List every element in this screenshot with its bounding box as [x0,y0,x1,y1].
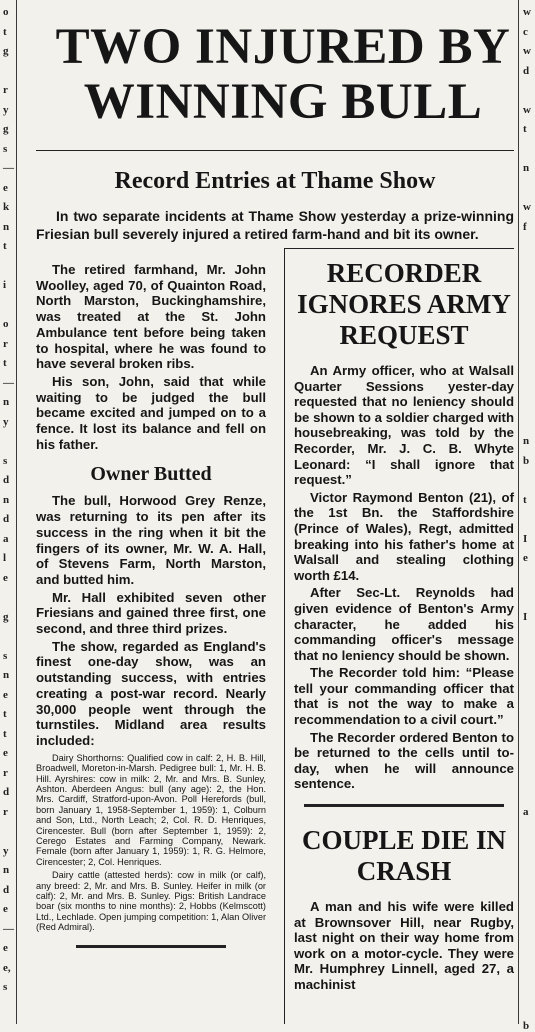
article-end-rule [76,945,226,948]
margin-fragment: g [3,610,9,623]
margin-fragment: t [3,708,7,720]
paragraph: The Recorder ordered Benton to be returned to the cells until to-day, when he will announce sentence. [294,729,514,792]
left-column-fragment [0,0,17,1024]
box-top-rule [284,248,514,249]
margin-fragment: s [3,649,8,662]
bull-article-paragraphs-1 [36,262,266,452]
margin-fragment: w [523,201,531,213]
margin-fragment: e [3,942,8,954]
margin-fragment: d [523,64,530,77]
margin-fragment: s [3,142,8,155]
margin-fragment: o [3,6,9,18]
margin-fragment: n [523,162,530,174]
paragraph: Victor Raymond Benton (21), of the 1st Bn. the Staffordshire (Prince of Wales), Regt, admitted breaking into his father's home at Walsall and stealing clothing worth £14. [294,489,514,583]
recorder-headline: RECORDER IGNORES ARMY REQUEST [297,258,511,350]
margin-fragment: r [3,84,8,96]
margin-fragment: n [523,435,530,447]
margin-fragment: f [523,220,527,233]
paragraph: Mr. Hall exhibited seven other Friesians and gained three first, one second, and three third prizes. [36,589,266,637]
bull-article-column [36,262,266,948]
margin-fragment: d [3,474,10,486]
margin-fragment: l [3,552,7,564]
margin-fragment: y [3,415,9,428]
margin-fragment: w [523,45,531,57]
right-column [294,258,514,995]
margin-fragment: b [523,454,530,467]
margin-fragment: n [3,220,10,233]
margin-fragment: n [3,396,10,408]
margin-fragment: y [3,103,9,116]
margin-fragment: t [523,123,527,135]
margin-fragment: e [3,181,8,194]
margin-fragment: r [3,766,8,779]
margin-fragment: w [523,103,531,116]
paragraph: The show, regarded as England's finest one-day show, was an outstanding success, with entries creating a post-war record. Nearly 30,000 people went through the turnstiles. Midland area results included: [36,638,266,748]
margin-fragment: — [3,922,14,935]
margin-fragment: w [523,6,531,18]
margin-fragment: k [3,201,10,213]
margin-fragment: — [3,162,14,174]
paragraph: An Army officer, who at Walsall Quarter Sessions yester-day requested that no leniency should be shown to a soldier charged with housebreaking, was told by the Recorder, Mr. J. C. B. Whyte Leonard: “I shall ignore that request.” [294,363,514,488]
margin-fragment: t [3,357,7,369]
standfirst: In two separate incidents at Thame Show yesterday a prize-winning Friesian bull severely injured a retired farm-hand and bit its owner. [36,208,514,242]
margin-fragment: e [523,552,528,564]
margin-fragment: — [3,376,14,389]
main-headline: TWO INJURED BY WINNING BULL [55,19,511,130]
margin-fragment: d [3,883,10,896]
margin-fragment: n [3,669,10,681]
margin-fragment: n [3,493,10,506]
paragraph: Dairy cattle (attested herds): cow in milk (or calf), any breed: 2, Mr. and Mrs. B. Sunley. Heifer in milk (or calf): 2, Mr. and Mrs. B. Sunley. Pigs: British Landrace boar (six months to nine months): 2, Hobbs (Kelmscott) Ltd., Lechlade. Open jumping competition: 1, Alan Oliver (Red Admiral). [36,870,266,933]
margin-fragment: t [3,25,7,38]
show-results [36,753,266,933]
margin-fragment: n [3,864,10,876]
margin-fragment: o [3,318,9,330]
recorder-paragraphs [294,363,514,792]
margin-fragment: s [3,454,8,467]
paragraph: His son, John, said that while waiting to be judged the bull became excited and jumped on to a fence. It lost its balance and fell on his father. [36,373,266,452]
margin-fragment: e [3,747,8,759]
margin-fragment: t [523,493,527,506]
recorder-end-rule [304,804,504,807]
right-column-fragment [518,0,535,1032]
margin-fragment: a [3,532,9,545]
margin-fragment: t [3,727,7,740]
column-divider [284,248,285,1024]
paragraph: A man and his wife were killed at Brownsover Hill, near Rugby, last night on their way home from work on a motor-cycle. They were Mr. Humphrey Linnell, aged 27, a machinist [294,899,514,992]
margin-fragment: e [3,903,8,915]
margin-fragment: e, [3,961,11,974]
headline-rule [36,150,514,151]
bull-article-paragraphs-2 [36,493,266,748]
paragraph: The Recorder told him: “Please tell your commanding officer that that is not the way to make a recommendation to a civil court.” [294,665,514,728]
margin-fragment: a [523,805,529,818]
paragraph: Dairy Shorthorns: Qualified cow in calf: 2, H. B. Hill, Broadwell, Moreton-in-Marsh. Pedigree bull: 1, Mr. H. B. Hill. Ayrshires: cow in milk: 2, Mr. and Mrs. B. Sunley, Ashton. Aberdeen Angus: bull (any age): 2, the Hon. Mrs. Cardiff, Stratford-upon-Avon. Poll Herefords (bull, born January 1, 1958-September 1, 1959): 1, Colburn and Son, Ltd., North Leach; 2, Col. R. D. Henriques, Cirencester. Bull (born after September 1, 1959): 2, Cerego Estates and Farming Company, Newark. Female (born after January 1, 1959): 1, R. G. Helmore, Cirencester; 2, Col. Henriques. [36,752,266,867]
margin-fragment: d [3,513,10,525]
paragraph: The retired farmhand, Mr. John Woolley, aged 70, of Quainton Road, North Marston, Buckinghamshire, was treated at the St. John Ambulance tent before being taken to hospital, where he was found to have several broken ribs. [36,262,266,372]
crosshead-owner-butted: Owner Butted [90,463,212,486]
margin-fragment: e [3,571,8,584]
subheadline: Record Entries at Thame Show [114,168,436,194]
couple-headline: COUPLE DIE IN CRASH [301,825,507,887]
couple-paragraphs [294,899,514,993]
margin-fragment: d [3,786,10,798]
margin-fragment: y [3,844,9,857]
margin-fragment: b [523,1020,530,1032]
margin-fragment: i [3,279,7,291]
margin-fragment: t [3,240,7,252]
margin-fragment: c [523,25,528,38]
margin-fragment: r [3,337,8,350]
paragraph: The bull, Horwood Grey Renze, was returning to its pen after its success in the ring when it bit the fingers of its owner, Mr. W. A. Hall, of Stevens Farm, North Marston, and butted him. [36,493,266,587]
margin-fragment: e [3,688,8,701]
margin-fragment: I [523,610,528,623]
margin-fragment: g [3,123,9,135]
margin-fragment: r [3,805,8,818]
margin-fragment: I [523,532,528,545]
paragraph: After Sec-Lt. Reynolds had given evidence of Benton's Army character, he added his commanding officer's message that no leniency should be shown. [294,585,514,663]
margin-fragment: g [3,45,9,57]
margin-fragment: s [3,981,8,993]
